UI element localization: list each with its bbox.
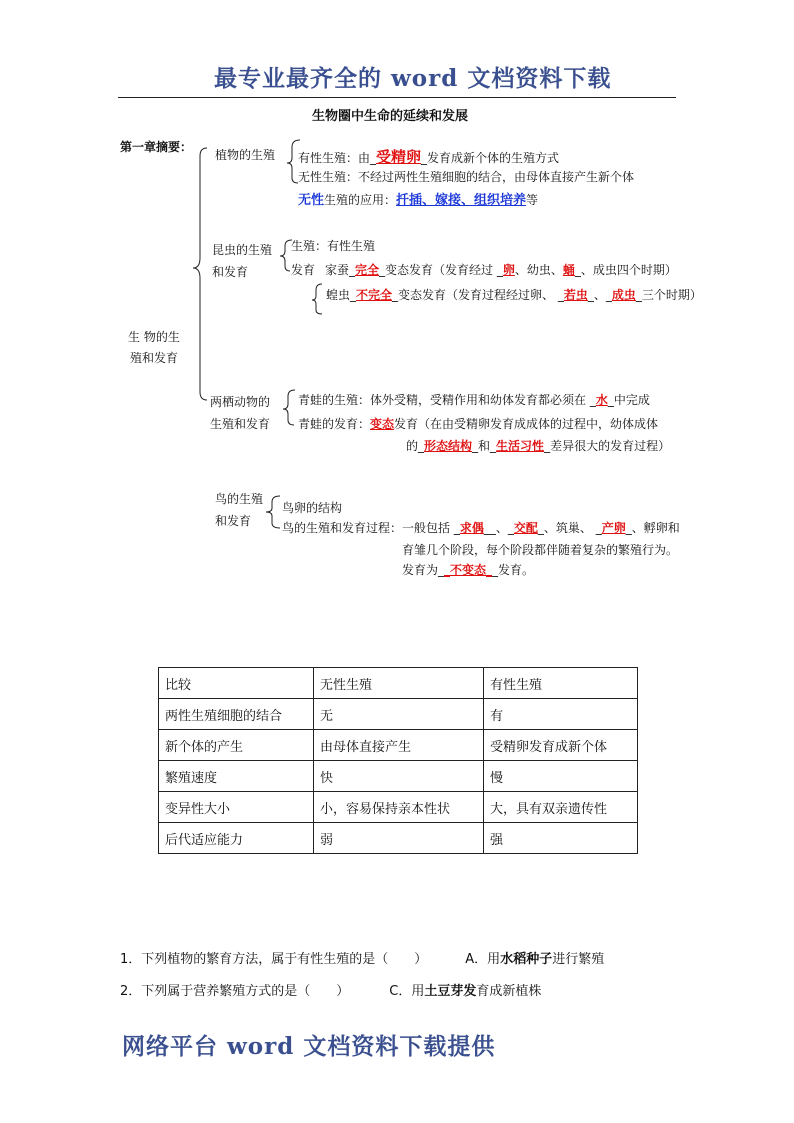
frog-development-cont	[406, 437, 670, 454]
table-cell: 慢	[484, 761, 638, 792]
question-2-option-suffix: 育成新植株	[476, 984, 542, 999]
table-cell: 快	[314, 761, 484, 792]
insect-development	[291, 261, 677, 278]
question-2	[120, 980, 541, 999]
bird-proc3-key: _不变态_	[444, 563, 493, 577]
table-cell: 新个体的产生	[159, 730, 314, 761]
frog-dev-b: 发育（在由受精卵发育成成体的过程中，幼体成体	[394, 417, 659, 431]
frog-dev-a: 青蛙的发育：	[298, 417, 371, 431]
insect-dev-label: 发育	[291, 263, 316, 277]
bird-proc-key-mating: 交配	[513, 521, 538, 535]
table-cell: 两性生殖细胞的结合	[159, 699, 314, 730]
table-cell: 繁殖速度	[159, 761, 314, 792]
bird-proc-key-courtship: 求偶	[459, 521, 484, 535]
silkworm-d: _、成虫四个时期）	[574, 263, 677, 277]
question-1	[120, 948, 604, 967]
comparison-table	[158, 667, 638, 854]
locust-key-incomplete: 不完全	[356, 288, 393, 302]
table-row	[159, 761, 638, 792]
frog-dev-key-metamorphosis: 变态	[370, 417, 395, 431]
plant-app-key: 扦插、嫁接、组织培养	[396, 193, 527, 208]
bird-proc3-a: 发育为_	[402, 563, 445, 577]
bird-egg-structure: 鸟卵的结构	[282, 501, 343, 515]
insect-label-line2: 和发育	[212, 265, 249, 279]
frog-dev2-key-morphology: 形态结构	[424, 439, 473, 453]
table-header-cell: 比较	[159, 668, 314, 699]
table-cell: 由母体直接产生	[314, 730, 484, 761]
frog-dev2-key-habits: 生活习性	[496, 439, 545, 453]
table-cell: 有	[484, 699, 638, 730]
table-cell: 无	[314, 699, 484, 730]
bird-label-line2: 和发育	[215, 514, 252, 528]
plant-sexual-suffix: _发育成新个体的生殖方式	[421, 151, 560, 165]
table-row	[159, 730, 638, 761]
table-cell: 强	[484, 823, 638, 854]
bottom-banner: 网络平台 word 文档资料下载提供	[122, 1033, 496, 1060]
question-1-option-key: 水稻种子	[500, 952, 553, 967]
table-row	[159, 823, 638, 854]
bird-proc-d: _、孵卵和	[625, 521, 680, 535]
plant-app-bold: 无性	[298, 193, 325, 208]
locust-development	[326, 286, 702, 303]
frog-dev2-b: _和_	[472, 439, 497, 453]
table-cell: 受精卵发育成新个体	[484, 730, 638, 761]
frog-development	[298, 415, 658, 432]
frog-dev2-a: 的_	[406, 439, 425, 453]
question-1-stem: 1．下列植物的繁育方法，属于有性生殖的是（ ）	[120, 952, 428, 967]
plant-label: 植物的生殖	[215, 148, 276, 162]
locust-key-nymph: 若虫	[563, 288, 588, 302]
table-cell: 大，具有双亲遗传性	[484, 792, 638, 823]
silkworm-c: 、幼虫、	[514, 263, 563, 277]
table-header-cell: 有性生殖	[484, 668, 638, 699]
root-label-line1: 生 物的生	[128, 330, 180, 344]
silkworm-key-pupa: 蛹	[562, 263, 575, 277]
page-title: 生物圈中生命的延续和发展	[312, 109, 469, 124]
amphibian-label-line2: 生殖和发育	[210, 417, 271, 431]
bird-process	[282, 519, 680, 536]
table-header-row	[159, 668, 638, 699]
frog-repro-b: _中完成	[607, 393, 650, 407]
plant-application	[298, 189, 538, 208]
bird-proc-b: __、_	[483, 521, 514, 535]
chapter-label: 第一章摘要：	[120, 140, 193, 154]
silkworm-key-complete: 完全	[355, 263, 380, 277]
bird-proc3-b: _发育。	[492, 563, 535, 577]
root-label-line2: 殖和发育	[130, 351, 179, 365]
plant-sexual-prefix: 有性生殖：由_	[298, 151, 377, 165]
frog-dev2-c: _差异很大的发育过程）	[544, 439, 671, 453]
table-header-cell: 无性生殖	[314, 668, 484, 699]
table-cell: 弱	[314, 823, 484, 854]
table-cell: 后代适应能力	[159, 823, 314, 854]
locust-a: 蝗虫_	[326, 288, 357, 302]
plant-asexual: 无性生殖：不经过两性生殖细胞的结合，由母体直接产生新个体	[298, 170, 635, 184]
insect-reproduction: 生殖：有性生殖	[291, 239, 376, 253]
locust-key-adult: 成虫	[611, 288, 636, 302]
table-cell: 小，容易保持亲本性状	[314, 792, 484, 823]
top-banner: 最专业最齐全的 word 文档资料下载	[214, 65, 612, 92]
frog-repro-key-water: 水	[595, 393, 608, 407]
bird-proc-a: 鸟的生殖和发育过程：一般包括 _	[282, 521, 460, 535]
question-2-option-prefix: C．用	[389, 984, 425, 999]
bird-label-line1: 鸟的生殖	[215, 492, 264, 506]
plant-sexual	[298, 146, 559, 167]
locust-c: _、_	[587, 288, 612, 302]
table-row	[159, 792, 638, 823]
silkworm-a: 家蚕_	[325, 263, 356, 277]
bird-proc-key-laying: 产卵	[601, 521, 626, 535]
insect-label-line1: 昆虫的生殖	[212, 243, 273, 257]
table-cell: 变异性大小	[159, 792, 314, 823]
amphibian-label-line1: 两栖动物的	[210, 395, 271, 409]
bird-process-line3	[402, 561, 534, 578]
question-2-stem: 2．下列属于营养繁殖方式的是（ ）	[120, 984, 350, 999]
plant-app-mid: 生殖的应用：	[324, 193, 397, 207]
table-row	[159, 699, 638, 730]
question-2-option-key: 土豆芽发	[424, 984, 477, 999]
silkworm-key-egg: 卵	[502, 263, 515, 277]
question-1-option-prefix: A．用	[465, 952, 501, 967]
frog-repro-a: 青蛙的生殖：体外受精，受精作用和幼体发育都必须在 _	[298, 393, 596, 407]
plant-sexual-key: 受精卵	[376, 148, 422, 166]
frog-reproduction	[298, 391, 650, 408]
locust-b: _变态发育（发育过程经过卵、 _	[392, 288, 564, 302]
bird-process-line2: 育雏几个阶段，每个阶段都伴随着复杂的繁殖行为。	[402, 543, 679, 557]
locust-d: _三个时期）	[635, 288, 702, 302]
question-1-option-suffix: 进行繁殖	[552, 952, 605, 967]
plant-app-end: 等	[526, 193, 539, 207]
bird-proc-c: _、筑巢、 _	[537, 521, 602, 535]
silkworm-b: _变态发育（发育经过 _	[379, 263, 503, 277]
